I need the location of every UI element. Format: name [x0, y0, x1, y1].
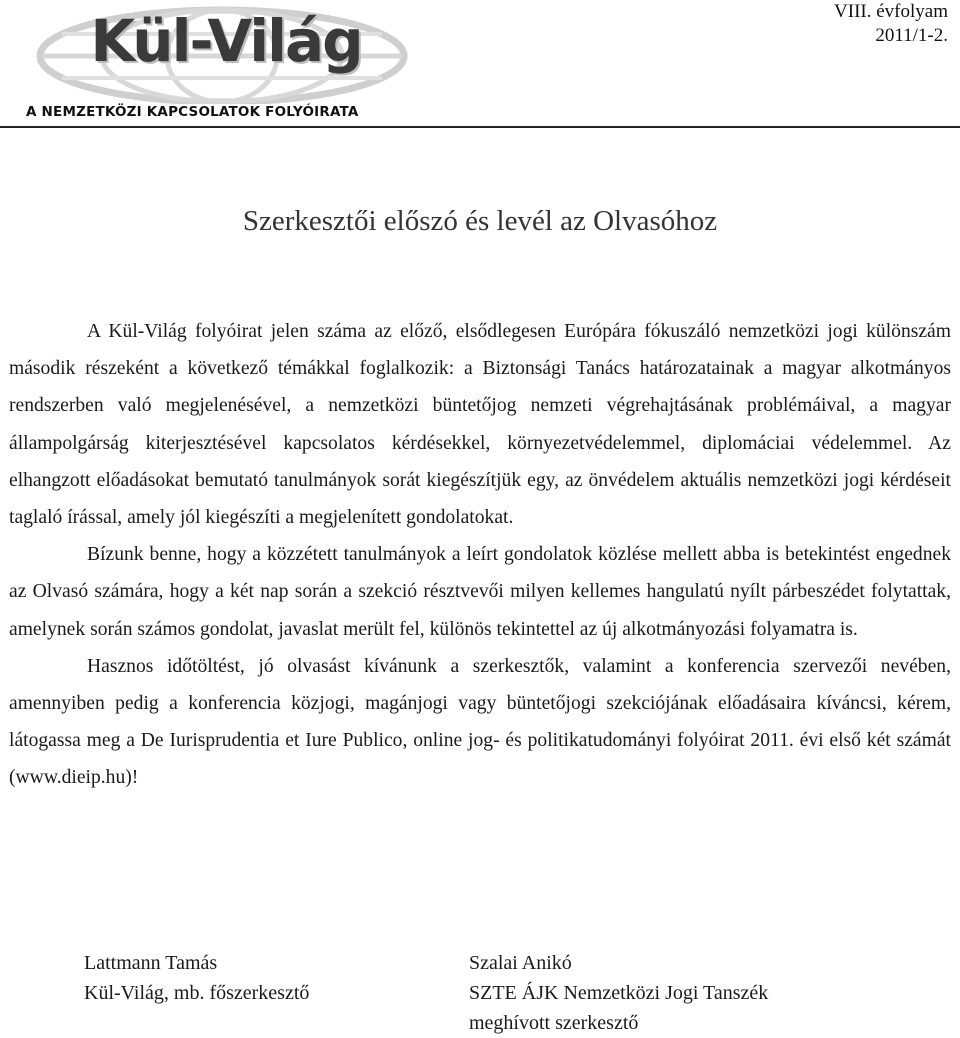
paragraph-1: A Kül-Világ folyóirat jelen száma az előző, elsődlegesen Európára fókuszáló nemzetközi jogi különszám második részeként a következő témákkal foglalkozik: a Biztonsági Tanács határozatainak a magyar alkotmányos rendszerben való megjelenésével, a nemzetközi büntetőjog nemzeti végrehajtásának problémáival, a magyar állampolgárság kiterjesztésével kapcsolatos kérdésekkel, környezetvédelemmel, diplomáciai védelemmel. Az elhangzott előadásokat bemutató tanulmányok sorát kiegészítjük egy, az önvédelem aktuális nemzetközi jogi kérdéseit taglaló írással, amely jól kiegészíti a megjelenített gondolatokat.	[9, 321, 951, 529]
article-title: Szerkesztői előszó és levél az Olvasóhoz	[242, 205, 718, 237]
volume-label: VIII. évfolyam	[834, 1, 948, 22]
article-body	[9, 313, 951, 797]
logo-title: Kül-Világ	[90, 7, 362, 75]
signature-right	[469, 948, 768, 1038]
paragraph-3: Hasznos időtöltést, jó olvasást kívánunk a szerkesztők, valamint a konferencia szervezői nevében, amennyiben pedig a konferencia közjogi, magánjogi vagy büntetőjogi szekciójának előadásaira kíváncsi, kérem, látogassa meg a De Iurisprudentia et Iure Publico, online jog- és politikatudományi folyóirat 2011. évi első két számát (www.dieip.hu)!	[9, 655, 951, 789]
signer-organization: SZTE ÁJK Nemzetközi Jogi Tanszék	[469, 982, 769, 1004]
logo-subtitle: A NEMZETKÖZI KAPCSOLATOK FOLYÓIRATA	[26, 104, 359, 120]
signer-name: Lattmann Tamás	[84, 952, 218, 974]
issue-label: 2011/1-2.	[875, 25, 948, 46]
signature-left	[84, 948, 309, 1008]
signer-role: meghívott szerkesztő	[469, 1012, 639, 1034]
issue-info	[834, 0, 948, 48]
paragraph-2: Bízunk benne, hogy a közzétett tanulmányok a leírt gondolatok közlése mellett abba is betekintést engednek az Olvasó számára, hogy a két nap során a szekció résztvevői milyen kellemes hangulatú nyílt párbeszédet folytattak, amelynek során számos gondolat, javaslat merült fel, különös tekintettel az új alkotmányozási folyamatra is.	[9, 544, 951, 640]
header-divider	[0, 126, 960, 128]
signer-name: Szalai Anikó	[469, 952, 572, 974]
journal-logo	[22, 4, 422, 122]
signer-role: Kül-Világ, mb. főszerkesztő	[84, 982, 310, 1004]
